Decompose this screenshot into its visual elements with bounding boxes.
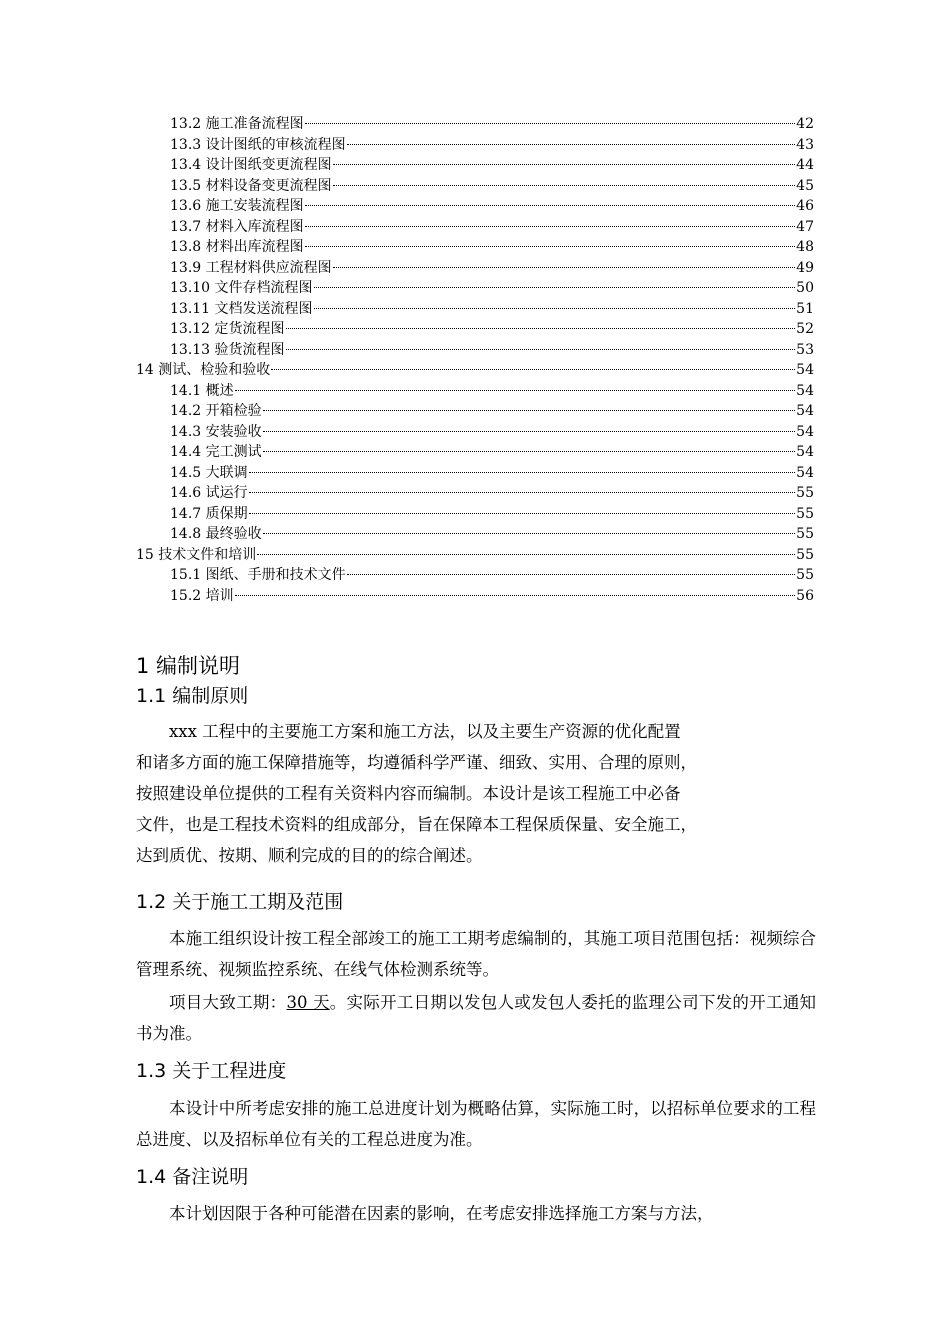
toc-entry[interactable] bbox=[170, 524, 814, 544]
toc-dot-leader bbox=[286, 349, 796, 350]
toc-dot-leader bbox=[333, 267, 796, 268]
toc-entry-title: 14.5 大联调 bbox=[170, 464, 248, 481]
toc-entry[interactable] bbox=[170, 565, 814, 585]
body-line: 和诸多方面的施工保障措施等，均遵循科学严谨、细致、实用、合理的原则， bbox=[136, 753, 697, 772]
toc-entry[interactable] bbox=[170, 278, 814, 298]
toc-entry[interactable] bbox=[170, 463, 814, 483]
toc-entry[interactable] bbox=[170, 155, 814, 175]
section-1-title: 1 编制说明 bbox=[136, 654, 241, 678]
toc-entry-title: 13.3 设计图纸的审核流程图 bbox=[170, 136, 346, 153]
body-line: 文件，也是工程技术资料的组成部分，旨在保障本工程保质保量、安全施工， bbox=[136, 815, 697, 834]
toc-entry[interactable] bbox=[170, 422, 814, 442]
toc-entry-title: 13.10 文件存档流程图 bbox=[170, 280, 313, 296]
toc-dot-leader bbox=[286, 328, 796, 329]
toc-entry[interactable] bbox=[170, 586, 814, 606]
toc-dot-leader bbox=[314, 308, 796, 309]
toc-dot-leader bbox=[305, 226, 796, 227]
body-line: 达到质优、按期、顺利完成的目的的综合阐述。 bbox=[136, 846, 483, 865]
toc-entry-title: 13.6 施工安装流程图 bbox=[170, 198, 304, 214]
duration-value: 30 天 bbox=[286, 993, 330, 1012]
section-1-3-paragraph: 本设计中所考虑安排的施工总进度计划为概略估算，实际施工时，以招标单位要求的工程总进度、以及招标单位有关的工程总进度为准。 bbox=[136, 1099, 816, 1149]
toc-entry-page: 54 bbox=[796, 444, 814, 460]
toc-entry[interactable] bbox=[136, 360, 814, 380]
toc-entry[interactable] bbox=[170, 504, 814, 524]
toc-dot-leader bbox=[347, 144, 796, 145]
toc-dot-leader bbox=[305, 205, 796, 206]
toc-entry-title: 13.12 定货流程图 bbox=[170, 321, 285, 337]
toc-dot-leader bbox=[263, 431, 796, 432]
toc-entry-page: 44 bbox=[796, 157, 814, 173]
section-1-1-body bbox=[136, 716, 816, 871]
toc-dot-leader bbox=[347, 574, 796, 575]
toc-entry[interactable] bbox=[170, 442, 814, 462]
section-1-4-title: 1.4 备注说明 bbox=[136, 1166, 249, 1188]
toc-entry-page: 43 bbox=[796, 136, 814, 153]
toc-entry-page: 56 bbox=[796, 587, 814, 604]
toc-entry-page: 55 bbox=[796, 485, 814, 501]
toc-dot-leader bbox=[271, 369, 795, 370]
toc-dot-leader bbox=[249, 472, 796, 473]
toc-dot-leader bbox=[333, 185, 796, 186]
toc-entry-page: 46 bbox=[796, 198, 814, 214]
toc-entry-title: 13.8 材料出库流程图 bbox=[170, 239, 304, 255]
toc-entry-page: 52 bbox=[796, 321, 814, 337]
toc-entry-page: 53 bbox=[796, 341, 814, 358]
toc-dot-leader bbox=[249, 492, 796, 493]
toc-dot-leader bbox=[263, 533, 796, 534]
section-1-1-title: 1.1 编制原则 bbox=[136, 685, 249, 707]
toc-entry[interactable] bbox=[170, 483, 814, 503]
section-1-2-paragraph-2 bbox=[136, 987, 816, 1049]
toc-entry[interactable] bbox=[170, 340, 814, 360]
toc-entry[interactable] bbox=[170, 176, 814, 196]
toc-dot-leader bbox=[263, 451, 796, 452]
toc-entry-page: 54 bbox=[796, 403, 814, 419]
toc-dot-leader bbox=[333, 164, 796, 165]
toc-entry-title: 14.7 质保期 bbox=[170, 505, 248, 522]
duration-note: 。实际开工日期以发包人或发包人委托的监理公司下发的开工通知书为准。 bbox=[136, 993, 817, 1043]
toc-entry-title: 15 技术文件和培训 bbox=[136, 546, 257, 563]
section-1-2-paragraph-1: 本施工组织设计按工程全部竣工的施工工期考虑编制的，其施工项目范围包括：视频综合管理系统、视频监控系统、在线气体检测系统等。 bbox=[136, 929, 816, 979]
toc-dot-leader bbox=[257, 554, 795, 555]
toc-entry-title: 13.2 施工准备流程图 bbox=[170, 116, 304, 132]
toc-entry[interactable] bbox=[170, 237, 814, 257]
toc-entry-page: 54 bbox=[796, 464, 814, 481]
toc-entry-title: 15.1 图纸、手册和技术文件 bbox=[170, 567, 346, 583]
toc-entry-title: 14.4 完工测试 bbox=[170, 444, 262, 460]
toc-entry[interactable] bbox=[170, 381, 814, 401]
toc-entry-page: 45 bbox=[796, 177, 814, 194]
toc-entry-page: 49 bbox=[796, 259, 814, 276]
toc-entry-title: 13.9 工程材料供应流程图 bbox=[170, 259, 332, 276]
toc-entry[interactable] bbox=[170, 319, 814, 339]
toc-entry-title: 13.5 材料设备变更流程图 bbox=[170, 177, 332, 194]
toc-entry-title: 15.2 培训 bbox=[170, 587, 234, 604]
toc-entry[interactable] bbox=[170, 299, 814, 319]
toc-entry-page: 50 bbox=[796, 280, 814, 296]
toc-dot-leader bbox=[305, 246, 796, 247]
toc-entry-page: 42 bbox=[796, 116, 814, 132]
toc-entry-title: 14.1 概述 bbox=[170, 382, 234, 399]
body-line: xxx 工程中的主要施工方案和施工方法，以及主要生产资源的优化配置 bbox=[169, 722, 681, 741]
toc-dot-leader bbox=[314, 287, 796, 288]
toc-dot-leader bbox=[305, 123, 796, 124]
section-1-4-paragraph: 本计划因限于各种可能潜在因素的影响，在考虑安排选择施工方案与方法， bbox=[169, 1204, 714, 1223]
toc-entry-title: 14.8 最终验收 bbox=[170, 526, 262, 542]
body-line: 按照建设单位提供的工程有关资料内容而编制。本设计是该工程施工中必备 bbox=[136, 784, 681, 803]
toc-entry-title: 14 测试、检验和验收 bbox=[136, 362, 271, 378]
toc-entry[interactable] bbox=[136, 545, 814, 565]
toc-entry-page: 48 bbox=[796, 239, 814, 255]
section-1-3-title: 1.3 关于工程进度 bbox=[136, 1060, 287, 1082]
toc-entry-page: 54 bbox=[796, 382, 814, 399]
toc-entry[interactable] bbox=[170, 135, 814, 155]
toc-dot-leader bbox=[249, 513, 796, 514]
toc-entry-page: 54 bbox=[796, 362, 814, 378]
toc-entry-title: 14.2 开箱检验 bbox=[170, 403, 262, 419]
toc-entry-page: 55 bbox=[796, 505, 814, 522]
toc-entry[interactable] bbox=[170, 217, 814, 237]
toc-entry-page: 55 bbox=[796, 567, 814, 583]
toc-entry[interactable] bbox=[170, 114, 814, 134]
toc-entry-page: 54 bbox=[796, 423, 814, 440]
toc-entry[interactable] bbox=[170, 258, 814, 278]
toc-dot-leader bbox=[235, 390, 796, 391]
toc-entry-title: 13.11 文档发送流程图 bbox=[170, 300, 313, 317]
toc-entry[interactable] bbox=[170, 196, 814, 216]
duration-label: 项目大致工期： bbox=[169, 993, 287, 1012]
toc-entry-page: 55 bbox=[796, 546, 814, 563]
toc-entry-page: 55 bbox=[796, 526, 814, 542]
toc-dot-leader bbox=[235, 595, 796, 596]
toc-entry-title: 14.3 安装验收 bbox=[170, 423, 262, 440]
toc-entry-title: 13.4 设计图纸变更流程图 bbox=[170, 157, 332, 173]
toc-entry-title: 14.6 试运行 bbox=[170, 485, 248, 501]
toc-entry[interactable] bbox=[170, 401, 814, 421]
toc-dot-leader bbox=[263, 410, 796, 411]
section-1-2-title: 1.2 关于施工工期及范围 bbox=[136, 891, 344, 913]
toc-entry-page: 47 bbox=[796, 218, 814, 235]
toc-entry-title: 13.13 验货流程图 bbox=[170, 341, 285, 358]
toc-entry-page: 51 bbox=[796, 300, 814, 317]
toc-entry-title: 13.7 材料入库流程图 bbox=[170, 218, 304, 235]
